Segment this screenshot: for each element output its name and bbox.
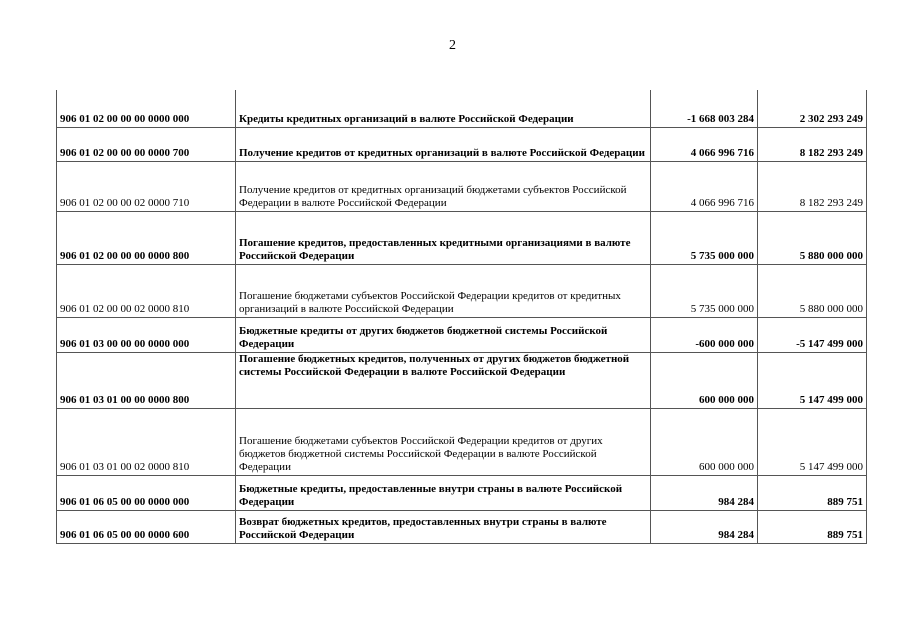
amount-cell-first: 600 000 000 [651, 408, 758, 475]
item-name-cell: Погашение кредитов, предоставленных кредитными организациями в валюте Российской Федерации [236, 211, 651, 264]
amount-cell-first: 984 284 [651, 475, 758, 510]
budget-code-cell: 906 01 03 01 00 02 0000 810 [57, 408, 236, 475]
amount-cell-second: 5 147 499 000 [758, 408, 867, 475]
amount-cell-first: 600 000 000 [651, 352, 758, 408]
amount-cell-first: 4 066 996 716 [651, 127, 758, 161]
budget-code-cell: 906 01 02 00 00 00 0000 800 [57, 211, 236, 264]
budget-code-cell: 906 01 02 00 00 02 0000 810 [57, 264, 236, 317]
amount-cell-second: 889 751 [758, 475, 867, 510]
amount-cell-second: 8 182 293 249 [758, 161, 867, 211]
table-row [57, 264, 867, 317]
budget-code-cell: 906 01 02 00 00 00 0000 700 [57, 127, 236, 161]
amount-cell-first: -1 668 003 284 [651, 90, 758, 127]
item-name-cell: Бюджетные кредиты, предоставленные внутри страны в валюте Российской Федерации [236, 475, 651, 510]
page-number: 2 [449, 38, 456, 53]
amount-cell-second: -5 147 499 000 [758, 317, 867, 352]
amount-cell-first: 984 284 [651, 510, 758, 543]
amount-cell-first: 5 735 000 000 [651, 264, 758, 317]
item-name-cell: Получение кредитов от кредитных организаций в валюте Российской Федерации [236, 127, 651, 161]
amount-cell-second: 5 147 499 000 [758, 352, 867, 408]
budget-code-cell: 906 01 06 05 00 00 0000 000 [57, 475, 236, 510]
table-row [57, 211, 867, 264]
budget-code-cell: 906 01 02 00 00 00 0000 000 [57, 90, 236, 127]
item-name-cell: Возврат бюджетных кредитов, предоставленных внутри страны в валюте Российской Федерации [236, 510, 651, 543]
table-row [57, 90, 867, 127]
budget-code-cell: 906 01 03 00 00 00 0000 000 [57, 317, 236, 352]
budget-code-cell: 906 01 06 05 00 00 0000 600 [57, 510, 236, 543]
amount-cell-second: 8 182 293 249 [758, 127, 867, 161]
amount-cell-second: 5 880 000 000 [758, 264, 867, 317]
table-row [57, 161, 867, 211]
budget-code-cell: 906 01 02 00 00 02 0000 710 [57, 161, 236, 211]
amount-cell-second: 889 751 [758, 510, 867, 543]
table-row [57, 475, 867, 510]
item-name-cell: Погашение бюджетами субъектов Российской Федерации кредитов от других бюджетов бюджетной системы Российской Федерации в валюте Российской Федерации [236, 408, 651, 475]
item-name-text: Погашение бюджетных кредитов, полученных от других бюджетов бюджетной системы Российской Федерации в валюте Российской Федерации [239, 352, 630, 378]
item-name-cell [236, 352, 651, 408]
table-row [57, 510, 867, 543]
table-row [57, 127, 867, 161]
amount-cell-second: 2 302 293 249 [758, 90, 867, 127]
table-row [57, 317, 867, 352]
item-name-cell: Получение кредитов от кредитных организаций бюджетами субъектов Российской Федерации в валюте Российской Федерации [236, 161, 651, 211]
item-name-cell: Кредиты кредитных организаций в валюте Российской Федерации [236, 90, 651, 127]
amount-cell-first: 4 066 996 716 [651, 161, 758, 211]
amount-cell-first: -600 000 000 [651, 317, 758, 352]
item-name-cell: Бюджетные кредиты от других бюджетов бюджетной системы Российской Федерации [236, 317, 651, 352]
budget-code-cell: 906 01 03 01 00 00 0000 800 [57, 352, 236, 408]
amount-cell-first: 5 735 000 000 [651, 211, 758, 264]
item-name-cell: Погашение бюджетами субъектов Российской Федерации кредитов от кредитных организаций в валюте Российской Федерации [236, 264, 651, 317]
table-row [57, 352, 867, 408]
amount-cell-second: 5 880 000 000 [758, 211, 867, 264]
table-row [57, 408, 867, 475]
budget-sources-table [56, 90, 867, 544]
